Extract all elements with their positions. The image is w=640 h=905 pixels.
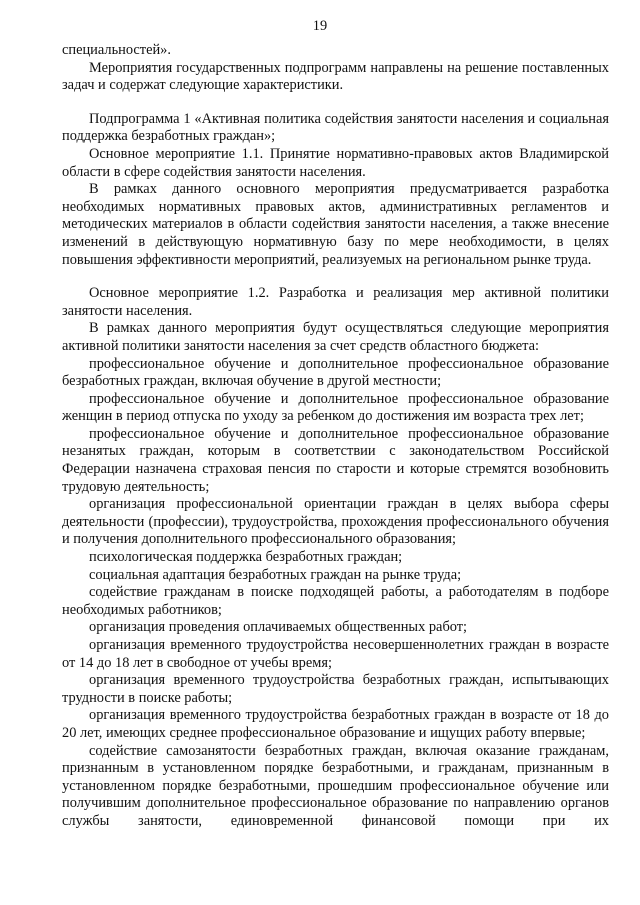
list-item: организация временного трудоустройства несовершеннолетних граждан в возрасте от 14 до 18 лет в свободное от учебы время; [62, 637, 609, 671]
page-number: 19 [312, 18, 328, 34]
document-body [62, 42, 609, 831]
list-item: организация проведения оплачиваемых общественных работ; [89, 619, 468, 636]
list-item: содействие самозанятости безработных граждан, включая оказание гражданам, признанным в установленном порядке безработными, и гражданам, признанным в установленном порядке безработными, прошедшим профессиональное обучение или получившим дополнительное профессиональное образование по направлению органов службы занятости, единовременной финансовой помощи при их [62, 742, 609, 829]
paragraph-measure-1-1: Основное мероприятие 1.1. Принятие нормативно-правовых актов Владимирской области в сфере содействия занятости населения. [62, 145, 609, 180]
list-item: социальная адаптация безработных граждан на рынке труда; [89, 566, 462, 583]
paragraph-subprogram-title: Подпрограмма 1 «Активная политика содействия занятости населения и социальная поддержка безработных граждан»; [62, 110, 609, 145]
list-item: организация профессиональной ориентации граждан в целях выбора сферы деятельности (профессии), трудоустройства, прохождения профессионального обучения и получения дополнительного профессионального образования; [62, 496, 609, 548]
list-item: профессиональное обучение и дополнительное профессиональное образование безработных граждан, включая обучение в другой местности; [62, 355, 609, 390]
list-item: организация временного трудоустройства безработных граждан в возрасте от 18 до 20 лет, имеющих среднее профессиональное образование и ищущих работу впервые; [62, 707, 609, 741]
list-item: профессиональное обучение и дополнительное профессиональное образование незанятых граждан, которым в соответствии с законодательством Российской Федерации назначена страховая пенсия по старости и которые стремятся возобновить трудовую деятельность; [62, 425, 609, 495]
list-item: содействие гражданам в поиске подходящей работы, а работодателям в подборе необходимых работников; [62, 584, 609, 618]
list-item: психологическая поддержка безработных граждан; [89, 549, 403, 566]
paragraph-measure-1-2-description: В рамках данного мероприятия будут осуществляться следующие мероприятия активной политики занятости населения за счет средств областного бюджета: [62, 320, 609, 354]
paragraph-measure-1-1-description: В рамках данного основного мероприятия предусматривается разработка необходимых нормативных правовых актов, административных регламентов и методических материалов в области содействия занятости населения, а также внесение изменений в действующую нормативную базу по мере необходимости, в целях повышения эффективности мероприятий, реализуемых на региональном рынке труда. [62, 181, 609, 268]
paragraph-continuation: специальностей». [62, 42, 171, 58]
paragraph-measure-1-2: Основное мероприятие 1.2. Разработка и реализация мер активной политики занятости населения. [62, 285, 609, 319]
list-item: организация временного трудоустройства безработных граждан, испытывающих трудности в поиске работы; [62, 672, 609, 706]
paragraph-intro: Мероприятия государственных подпрограмм направлены на решение поставленных задач и содержат следующие характеристики. [62, 59, 609, 94]
list-item: профессиональное обучение и дополнительное профессиональное образование женщин в период отпуска по уходу за ребенком до достижения им возраста трех лет; [62, 390, 609, 425]
